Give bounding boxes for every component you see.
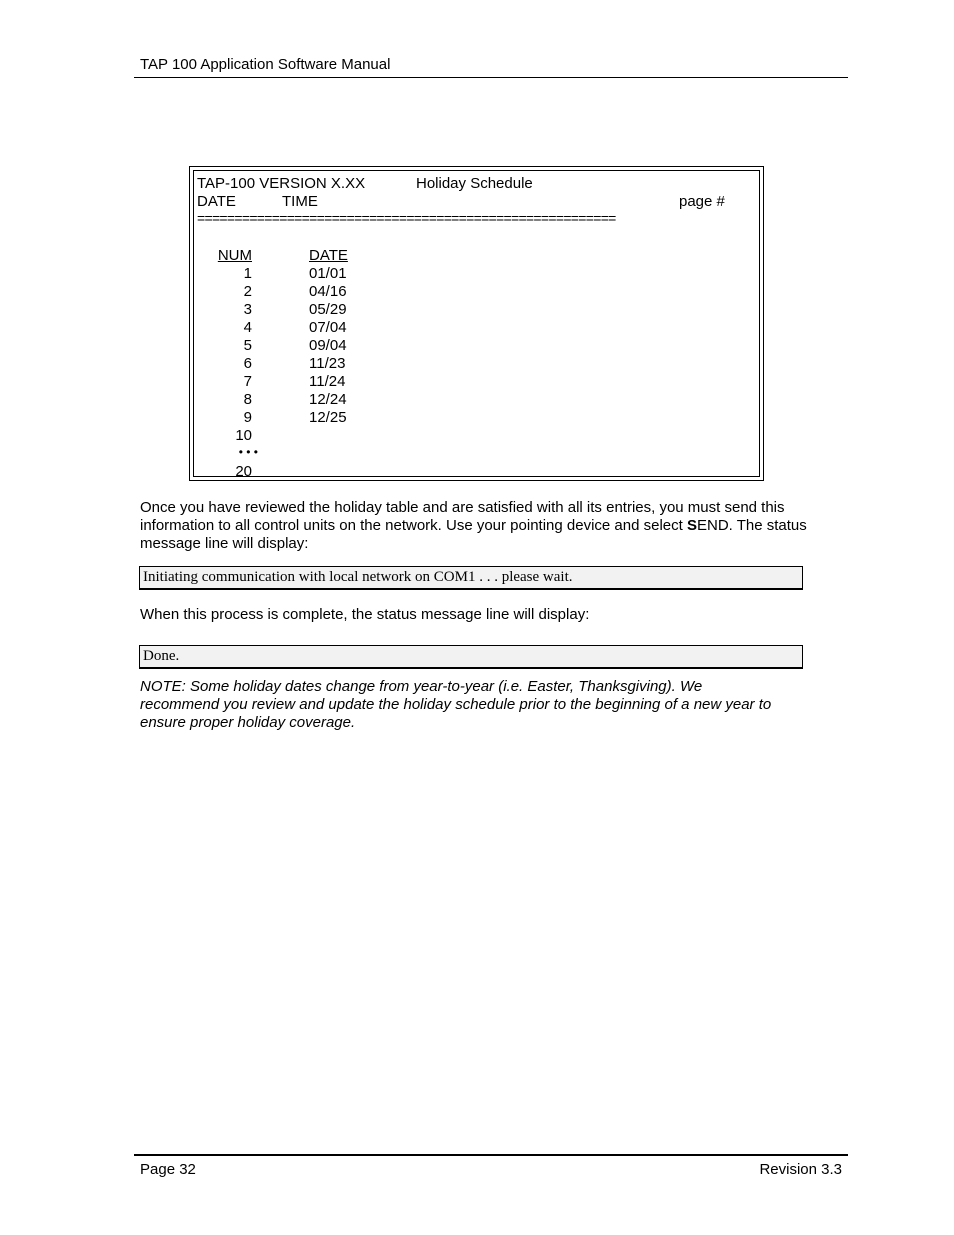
table-row-num: 2 <box>243 283 252 300</box>
table-row-date: 12/24 <box>309 391 347 408</box>
version-label: TAP-100 VERSION X.XX <box>197 175 366 192</box>
table-row-date: 11/24 <box>309 373 346 390</box>
page-number-label: page # <box>679 193 725 210</box>
page-number: Page 32 <box>140 1161 196 1178</box>
send-hotkey-letter: S <box>686 517 697 534</box>
separator-line: ======================================================== <box>197 210 616 226</box>
ellipsis-marker: • • • <box>238 445 258 459</box>
table-row-num: 8 <box>243 391 252 408</box>
time-label: TIME <box>282 193 318 210</box>
holiday-note: NOTE: Some holiday dates change from year-to-year (i.e. Easter, Thanksgiving). We recommend you review and update the holiday schedule prior to the beginning of a new year to ensure proper holiday coverage. <box>140 678 772 731</box>
table-row-num-last: 20 <box>235 463 252 480</box>
table-row-num: 4 <box>243 319 252 336</box>
send-instructions <box>140 499 830 553</box>
status-message-initiating: Initiating communication with local network on COM1 . . . please wait. <box>139 566 803 589</box>
page-header <box>134 54 848 78</box>
table-row-date: 01/01 <box>309 265 347 282</box>
table-row-date: 09/04 <box>309 337 347 354</box>
screen-title: Holiday Schedule <box>416 175 533 192</box>
screen-inner-frame <box>193 170 760 480</box>
send-instructions-tail: END. The status message line will display: <box>140 517 807 552</box>
table-row-num: 5 <box>243 337 252 354</box>
table-row-num: 3 <box>243 301 252 318</box>
date-label: DATE <box>197 193 236 210</box>
table-row-num: 1 <box>243 265 252 282</box>
date-column-header: DATE <box>309 247 348 264</box>
holiday-schedule-screen <box>189 166 764 481</box>
table-row-date: 05/29 <box>309 301 347 318</box>
table-row-num: 9 <box>243 409 252 426</box>
status-message-done: Done. <box>139 645 803 668</box>
table-row-date: 07/04 <box>309 319 347 336</box>
table-row-num: 6 <box>243 355 252 372</box>
num-column-header: NUM <box>217 247 252 264</box>
table-row-num: 10 <box>235 427 252 444</box>
revision-number: Revision 3.3 <box>759 1161 842 1178</box>
table-row-num: 7 <box>243 373 252 390</box>
page-footer <box>134 1154 848 1180</box>
send-instructions-text: Once you have reviewed the holiday table and are satisfied with all its entries, you must send this information to all control units on the network. Use your pointing device and select <box>140 499 785 534</box>
table-row-date: 12/25 <box>309 409 347 426</box>
manual-title: TAP 100 Application Software Manual <box>140 56 391 73</box>
holiday-table <box>194 247 759 480</box>
table-row-date: 11/23 <box>309 355 346 372</box>
table-row-date: 04/16 <box>309 283 347 300</box>
completion-instructions: When this process is complete, the status message line will display: <box>140 606 590 623</box>
